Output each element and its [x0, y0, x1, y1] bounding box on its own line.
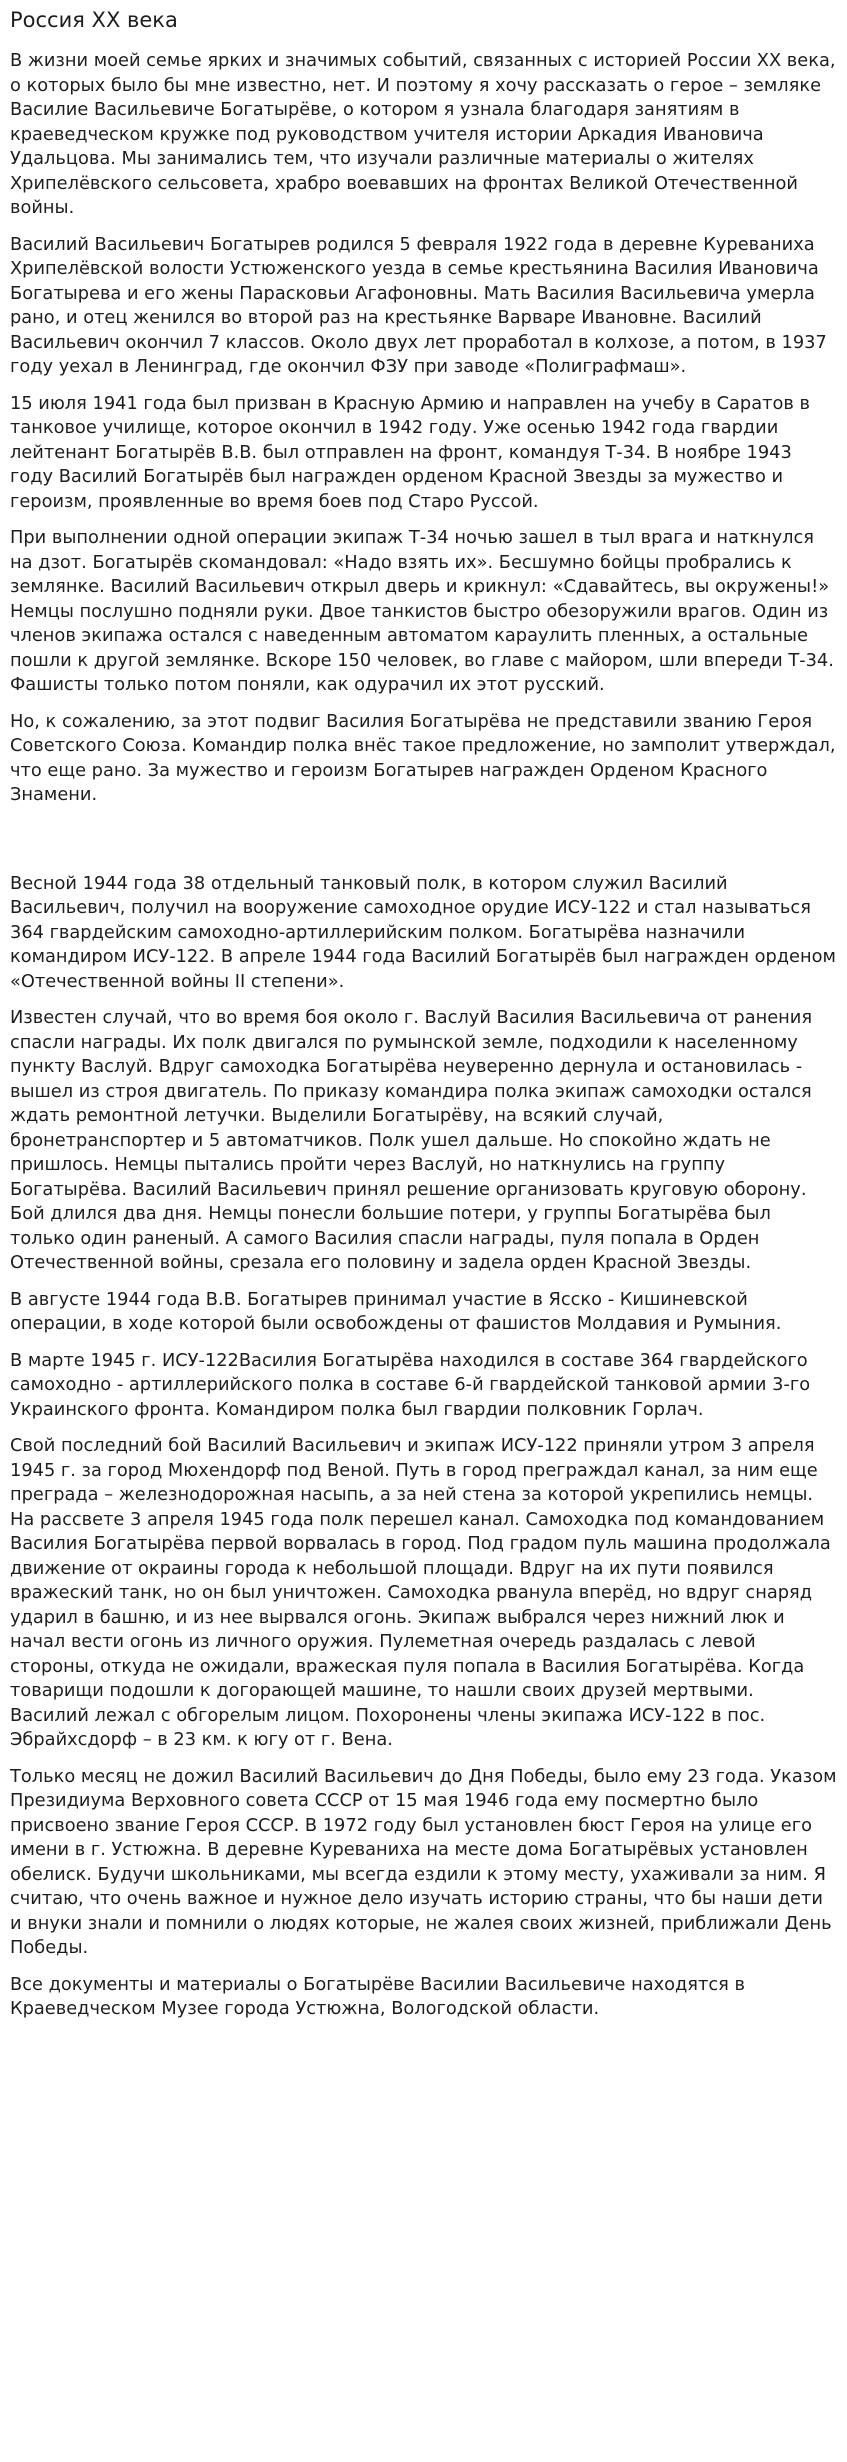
paragraph-2: Василий Васильевич Богатырев родился 5 февраля 1922 года в деревне Куреваниха Хрипелёвской волости Устюженского уезда в семье крестьянина Василия Ивановича Богатырева и его жены Парасковьи Агафоновны. Мать Василия Васильевича умерла рано, и отец женился во второй раз на крестьянке Варваре Ивановне. Василий Васильевич окончил 7 классов. Около двух лет проработал в колхозе, а потом, в 1937 году уехал в Ленинград, где окончил ФЗУ при заводе «Полиграфмаш».: [10, 233, 827, 377]
paragraph-3: 15 июля 1941 года был призван в Красную Армию и направлен на учебу в Саратов в танковое училище, которое окончил в 1942 году. Уже осенью 1942 года гвардии лейтенант Богатырёв В.В. был отправлен на фронт, командуя Т-34. В ноябре 1943 году Василий Богатырёв был награжден орденом Красной Звезды за мужество и героизм, проявленные во время боев под Старо Руссой.: [10, 392, 810, 512]
paragraph-5: Но, к сожалению, за этот подвиг Василия Богатырёва не представили званию Героя Советского Союза. Командир полка внёс такое предложение, но замполит утверждал, что еще рано. За мужество и героизм Богатырев награжден Орденом Красного Знамени.: [10, 710, 836, 805]
paragraph-6: Весной 1944 года 38 отдельный танковый полк, в котором служил Василий Васильевич, получил на вооружение самоходное орудие ИСУ-122 и стал называться 364 гвардейским самоходно-артиллерийским полком. Богатырёва назначили командиром ИСУ-122. В апреле 1944 года Василий Богатырёв был награжден орденом «Отечественной войны II степени».: [10, 872, 836, 992]
paragraph-8: В августе 1944 года В.В. Богатырев принимал участие в Ясско - Кишиневской операции, в ходе которой были освобождены от фашистов Молдавия и Румыния.: [10, 1288, 782, 1334]
paragraph-7: Известен случай, что во время боя около г. Васлуй Василия Васильевича от ранения спасли награды. Их полк двигался по румынской земле, подходили к населенному пункту Васлуй. Вдруг самоходка Богатырёва неуверенно дернула и остановилась - вышел из строя двигатель. По приказу командира полка экипаж самоходки остался ждать ремонтной летучки. Выделили Богатырёву, на всякий случай, бронетранспортер и 5 автоматчиков. Полк ушел дальше. Но спокойно ждать не пришлось. Немцы пытались пройти через Васлуй, но наткнулись на группу Богатырёва. Василий Васильевич принял решение организовать круговую оборону. Бой длился два дня. Немцы понесли большие потери, у группы Богатырёва был только один раненый. А самого Василия спасли награды, пуля попала в Орден Отечественной войны, срезала его половину и задела орден Красной Звезды.: [10, 1007, 813, 1273]
article-body: [10, 49, 837, 2022]
paragraph-12: Все документы и материалы о Богатырёве Василии Васильевиче находятся в Краеведческом Музее города Устюжна, Вологодской области.: [10, 1973, 745, 2019]
paragraph-1: В жизни моей семье ярких и значимых событий, связанных с историей России XX века, о которых было бы мне известно, нет. И поэтому я хочу рассказать о герое – земляке Василие Васильевиче Богатырёве, о котором я узнала благодаря занятиям в краеведческом кружке под руководством учителя истории Аркадия Ивановича Удальцова. Мы занимались тем, что изучали различные материалы о жителях Хрипелёвского сельсовета, храбро воевавших на фронтах Великой Отечественной войны.: [10, 50, 836, 218]
paragraph-11: Только месяц не дожил Василий Васильевич до Дня Победы, было ему 23 года. Указом Президиума Верховного совета СССР от 15 мая 1946 года ему посмертно было присвоено звание Героя СССР. В 1972 году был установлен бюст Героя на улице его имени в г. Устюжна. В деревне Куреваниха на месте дома Богатырёвых установлен обелиск. Будучи школьниками, мы всегда ездили к этому месту, ухаживали за ним. Я считаю, что очень важное и нужное дело изучать историю страны, что бы наши дети и внуки знали и помнили о людях которые, не жалея своих жизней, приближали День Победы.: [10, 1765, 837, 1958]
page-title: Россия XX века: [10, 8, 178, 32]
paragraph-10: Свой последний бой Василий Васильевич и экипаж ИСУ-122 приняли утром 3 апреля 1945 г. за город Мюхендорф под Веной. Путь в город преграждал канал, за ним еще преграда – железнодорожная насыпь, а за ней стена за которой укрепились немцы. На рассвете 3 апреля 1945 года полк перешел канал. Самоходка под командованием Василия Богатырёва первой ворвалась в город. Под градом пуль машина продолжала движение от окраины города к небольшой площади. Вдруг на их пути появился вражеский танк, но он был уничтожен. Самоходка рванула вперёд, но вдруг снаряд ударил в башню, и из нее вырвался огонь. Экипаж выбрался через нижний люк и начал вести огонь из личного оружия. Пулеметная очередь раздалась с левой стороны, откуда не ожидали, вражеская пуля попала в Василия Богатырёва. Когда товарищи подошли к догорающей машине, то нашли своих друзей мертвыми. Василий лежал с обгорелым лицом. Похоронены члены экипажа ИСУ-122 в пос. Эбрайхсдорф – в 23 км. к югу от г. Вена.: [10, 1435, 831, 1750]
paragraph-spacer: [10, 820, 837, 872]
paragraph-4: При выполнении одной операции экипаж Т-34 ночью зашел в тыл врага и наткнулся на дзот. Богатырёв скомандовал: «Надо взять их». Бесшумно бойцы пробрались к землянке. Василий Васильевич открыл дверь и крикнул: «Сдавайтесь, вы окружены!» Немцы послушно подняли руки. Двое танкистов быстро обезоружили врагов. Один из членов экипажа остался с наведенным автоматом караулить пленных, а остальные пошли к другой землянке. Вскоре 150 человек, во главе с майором, шли впереди Т-34. Фашисты только потом поняли, как одурачил их этот русский.: [10, 527, 834, 695]
paragraph-9: В марте 1945 г. ИСУ-122Василия Богатырёва находился в составе 364 гвардейского самоходно - артиллерийского полка в составе 6-й гвардейской танковой армии 3-го Украинского фронта. Командиром полка был гвардии полковник Горлач.: [10, 1349, 811, 1420]
